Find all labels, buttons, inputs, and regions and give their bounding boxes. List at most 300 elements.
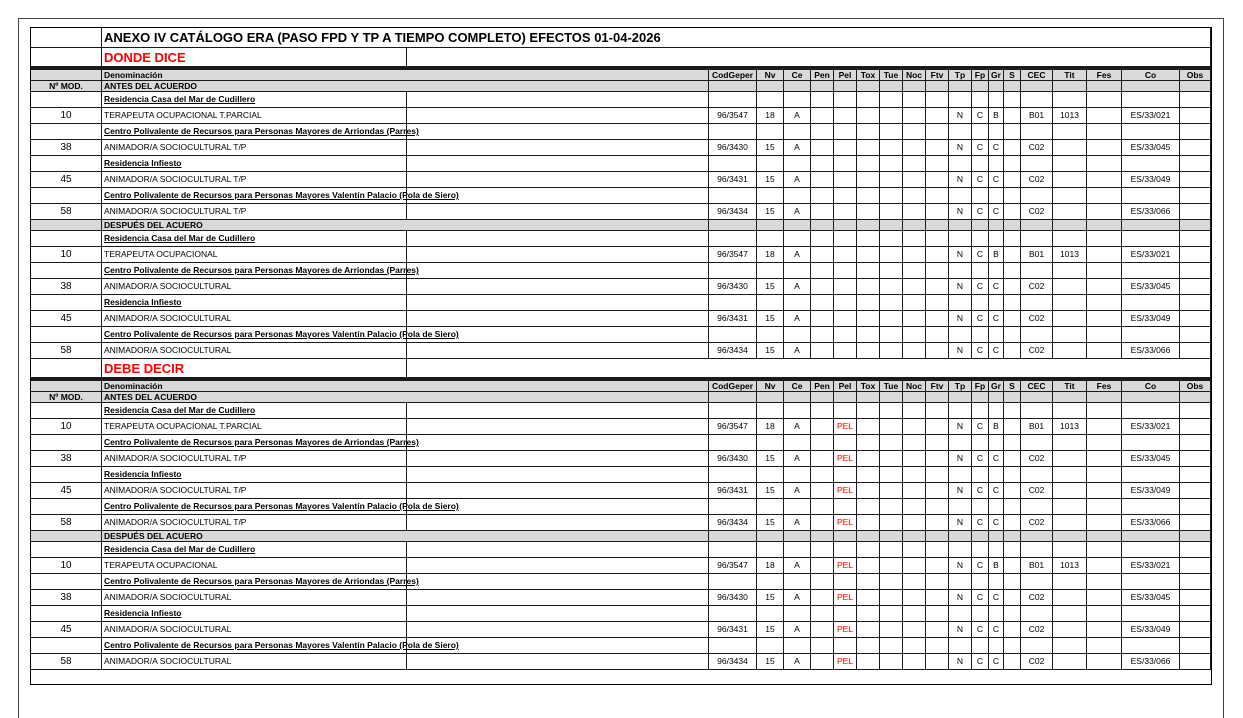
col-obs-cell: Obs bbox=[1180, 70, 1211, 81]
spacer-cell bbox=[407, 622, 709, 638]
col-pen-cell bbox=[811, 92, 834, 108]
col-cec-cell bbox=[1021, 92, 1053, 108]
col-fp-cell bbox=[972, 220, 989, 231]
col-cod-cell: 96/3547 bbox=[709, 247, 757, 263]
col-fp-cell: C bbox=[972, 451, 989, 467]
entry-row bbox=[31, 558, 1211, 574]
col-fes-cell bbox=[1087, 247, 1122, 263]
col-obs-cell bbox=[1180, 231, 1211, 247]
col-pen-cell bbox=[811, 172, 834, 188]
col-pel-cell bbox=[834, 108, 857, 124]
col-ftv-cell bbox=[926, 622, 949, 638]
spacer-cell bbox=[407, 343, 709, 359]
col-tp-cell bbox=[949, 327, 972, 343]
col-noc-cell bbox=[903, 590, 926, 606]
col-pen-cell bbox=[811, 419, 834, 435]
col-cod-cell bbox=[709, 392, 757, 403]
col-obs-cell bbox=[1180, 499, 1211, 515]
col-cec-cell: CEC bbox=[1021, 381, 1053, 392]
col-fes-cell bbox=[1087, 606, 1122, 622]
col-tp-cell bbox=[949, 638, 972, 654]
col-fes-cell bbox=[1087, 638, 1122, 654]
col-ce-cell bbox=[784, 263, 811, 279]
col-pel-cell bbox=[834, 220, 857, 231]
col-tit-cell bbox=[1053, 622, 1087, 638]
col-gr-cell bbox=[989, 327, 1004, 343]
col-pen-cell: Pen bbox=[811, 70, 834, 81]
col-obs-cell bbox=[1180, 515, 1211, 531]
col-cod-cell: 96/3431 bbox=[709, 483, 757, 499]
col-ftv-cell bbox=[926, 204, 949, 220]
col-pen-cell: Pen bbox=[811, 381, 834, 392]
col-tit-cell: 1013 bbox=[1053, 247, 1087, 263]
col-ftv-cell bbox=[926, 558, 949, 574]
col-pen-cell bbox=[811, 343, 834, 359]
col-tp-cell bbox=[949, 392, 972, 403]
col-co-cell bbox=[1122, 263, 1180, 279]
col-co-cell bbox=[1122, 435, 1180, 451]
col-s-cell bbox=[1004, 343, 1021, 359]
denominacion-header: Denominación bbox=[102, 381, 709, 392]
col-obs-cell bbox=[1180, 638, 1211, 654]
col-fes-cell bbox=[1087, 295, 1122, 311]
col-tit-cell: 1013 bbox=[1053, 558, 1087, 574]
spacer-cell bbox=[407, 499, 709, 515]
mod-number-cell bbox=[31, 124, 102, 140]
col-nv-cell bbox=[757, 295, 784, 311]
col-ftv-cell bbox=[926, 606, 949, 622]
center-row bbox=[31, 188, 1211, 204]
center-row bbox=[31, 156, 1211, 172]
col-pel-cell bbox=[834, 542, 857, 558]
position-name: ANIMADOR/A SOCIOCULTURAL T/P bbox=[102, 515, 407, 531]
col-cec-cell: C02 bbox=[1021, 590, 1053, 606]
position-name: ANIMADOR/A SOCIOCULTURAL bbox=[102, 343, 407, 359]
spacer-cell bbox=[407, 542, 709, 558]
entry-row bbox=[31, 622, 1211, 638]
col-fp-cell: Fp bbox=[972, 70, 989, 81]
col-ce-cell bbox=[784, 188, 811, 204]
mod-number-cell: 38 bbox=[31, 590, 102, 606]
col-tp-cell: N bbox=[949, 108, 972, 124]
col-tue-cell bbox=[880, 558, 903, 574]
document-title: ANEXO IV CATÁLOGO ERA (PASO FPD Y TP A TIEMPO COMPLETO) EFECTOS 01-04-2026 bbox=[102, 28, 1211, 48]
col-nv-cell bbox=[757, 467, 784, 483]
title-blank-cell bbox=[31, 28, 102, 48]
col-cod-cell bbox=[709, 467, 757, 483]
col-tue-cell bbox=[880, 311, 903, 327]
col-tue-cell bbox=[880, 419, 903, 435]
col-fp-cell: C bbox=[972, 204, 989, 220]
col-cod-cell: 96/3430 bbox=[709, 279, 757, 295]
col-cec-cell: C02 bbox=[1021, 279, 1053, 295]
col-s-cell bbox=[1004, 392, 1021, 403]
col-s-cell bbox=[1004, 279, 1021, 295]
mod-number-cell: 45 bbox=[31, 622, 102, 638]
center-name: Centro Polivalente de Recursos para Personas Mayores Valentín Palacio (Pola de Siero) bbox=[102, 188, 407, 204]
center-row bbox=[31, 231, 1211, 247]
col-tit-cell bbox=[1053, 531, 1087, 542]
col-ftv-cell bbox=[926, 108, 949, 124]
col-cod-cell bbox=[709, 435, 757, 451]
col-tit-cell: Tit bbox=[1053, 70, 1087, 81]
col-pen-cell bbox=[811, 140, 834, 156]
col-tox-cell bbox=[857, 124, 880, 140]
col-co-cell: ES/33/049 bbox=[1122, 483, 1180, 499]
mod-number-cell: 45 bbox=[31, 311, 102, 327]
col-s-cell bbox=[1004, 188, 1021, 204]
spacer-cell bbox=[407, 140, 709, 156]
col-cec-cell: C02 bbox=[1021, 311, 1053, 327]
col-nv-cell bbox=[757, 435, 784, 451]
col-fp-cell bbox=[972, 531, 989, 542]
col-ce-cell: Ce bbox=[784, 70, 811, 81]
col-tp-cell: N bbox=[949, 419, 972, 435]
col-tp-cell bbox=[949, 295, 972, 311]
spacer-cell bbox=[407, 204, 709, 220]
col-cec-cell bbox=[1021, 220, 1053, 231]
entry-row bbox=[31, 483, 1211, 499]
col-cec-cell: C02 bbox=[1021, 451, 1053, 467]
col-pen-cell bbox=[811, 392, 834, 403]
col-tox-cell bbox=[857, 622, 880, 638]
mod-number-cell bbox=[31, 606, 102, 622]
col-fp-cell bbox=[972, 606, 989, 622]
col-co-cell bbox=[1122, 574, 1180, 590]
col-nv-cell bbox=[757, 156, 784, 172]
col-fp-cell: C bbox=[972, 343, 989, 359]
col-nv-cell: 15 bbox=[757, 172, 784, 188]
col-s-cell bbox=[1004, 654, 1021, 670]
col-cod-cell: 96/3547 bbox=[709, 108, 757, 124]
col-fes-cell bbox=[1087, 327, 1122, 343]
col-fes-cell bbox=[1087, 531, 1122, 542]
spacer-cell bbox=[407, 515, 709, 531]
col-pen-cell bbox=[811, 263, 834, 279]
col-ftv-cell bbox=[926, 263, 949, 279]
center-row bbox=[31, 574, 1211, 590]
spacer-cell bbox=[407, 124, 709, 140]
col-gr-cell bbox=[989, 392, 1004, 403]
col-ftv-cell bbox=[926, 515, 949, 531]
col-tue-cell bbox=[880, 263, 903, 279]
col-tue-cell bbox=[880, 81, 903, 92]
col-cec-cell bbox=[1021, 574, 1053, 590]
col-ce-cell: A bbox=[784, 108, 811, 124]
col-obs-cell bbox=[1180, 467, 1211, 483]
position-name: TERAPEUTA OCUPACIONAL bbox=[102, 247, 407, 263]
col-s-cell: S bbox=[1004, 381, 1021, 392]
col-noc-cell bbox=[903, 81, 926, 92]
col-fes-cell bbox=[1087, 403, 1122, 419]
col-tox-cell bbox=[857, 263, 880, 279]
col-pel-cell bbox=[834, 204, 857, 220]
col-gr-cell: C bbox=[989, 343, 1004, 359]
col-s-cell bbox=[1004, 81, 1021, 92]
mod-number-cell bbox=[31, 188, 102, 204]
col-co-cell bbox=[1122, 403, 1180, 419]
col-fes-cell bbox=[1087, 172, 1122, 188]
col-tue-cell: Tue bbox=[880, 381, 903, 392]
entry-row bbox=[31, 654, 1211, 670]
col-pen-cell bbox=[811, 467, 834, 483]
col-cec-cell: C02 bbox=[1021, 622, 1053, 638]
col-tp-cell: N bbox=[949, 343, 972, 359]
col-noc-cell bbox=[903, 558, 926, 574]
col-tox-cell bbox=[857, 327, 880, 343]
col-noc-cell bbox=[903, 654, 926, 670]
col-cec-cell bbox=[1021, 295, 1053, 311]
position-name: ANIMADOR/A SOCIOCULTURAL T/P bbox=[102, 451, 407, 467]
col-fes-cell bbox=[1087, 467, 1122, 483]
col-fp-cell bbox=[972, 81, 989, 92]
col-tox-cell bbox=[857, 108, 880, 124]
col-obs-cell bbox=[1180, 654, 1211, 670]
col-obs-cell bbox=[1180, 81, 1211, 92]
col-tox-cell bbox=[857, 467, 880, 483]
col-ftv-cell bbox=[926, 247, 949, 263]
col-s-cell bbox=[1004, 403, 1021, 419]
col-obs-cell bbox=[1180, 108, 1211, 124]
center-name: Residencia Casa del Mar de Cudillero bbox=[102, 403, 407, 419]
col-tue-cell bbox=[880, 140, 903, 156]
col-tp-cell bbox=[949, 231, 972, 247]
col-fp-cell: C bbox=[972, 419, 989, 435]
column-header-row bbox=[31, 70, 1211, 81]
col-tp-cell bbox=[949, 188, 972, 204]
col-noc-cell bbox=[903, 622, 926, 638]
col-pen-cell bbox=[811, 311, 834, 327]
col-noc-cell bbox=[903, 247, 926, 263]
position-name: ANIMADOR/A SOCIOCULTURAL bbox=[102, 590, 407, 606]
col-pel-cell bbox=[834, 311, 857, 327]
col-ce-cell: A bbox=[784, 419, 811, 435]
col-gr-cell bbox=[989, 435, 1004, 451]
col-tp-cell bbox=[949, 81, 972, 92]
col-obs-cell bbox=[1180, 558, 1211, 574]
col-tue-cell bbox=[880, 403, 903, 419]
center-name: Centro Polivalente de Recursos para Personas Mayores Valentín Palacio (Pola de Siero) bbox=[102, 499, 407, 515]
col-fp-cell: C bbox=[972, 558, 989, 574]
col-tp-cell bbox=[949, 606, 972, 622]
col-ce-cell: A bbox=[784, 515, 811, 531]
col-co-cell bbox=[1122, 542, 1180, 558]
col-fp-cell: C bbox=[972, 654, 989, 670]
center-row bbox=[31, 124, 1211, 140]
col-tit-cell bbox=[1053, 172, 1087, 188]
col-cec-cell: C02 bbox=[1021, 204, 1053, 220]
mod-number-cell: Nº MOD. bbox=[31, 81, 102, 92]
col-co-cell: Co bbox=[1122, 381, 1180, 392]
col-ftv-cell bbox=[926, 574, 949, 590]
col-tp-cell: N bbox=[949, 311, 972, 327]
col-cod-cell bbox=[709, 574, 757, 590]
col-tue-cell bbox=[880, 392, 903, 403]
col-co-cell: ES/33/066 bbox=[1122, 515, 1180, 531]
position-name: ANIMADOR/A SOCIOCULTURAL bbox=[102, 311, 407, 327]
col-pel-cell bbox=[834, 124, 857, 140]
section-label: DONDE DICE bbox=[102, 48, 407, 67]
col-gr-cell: C bbox=[989, 279, 1004, 295]
col-cec-cell: C02 bbox=[1021, 515, 1053, 531]
spacer-cell bbox=[407, 327, 709, 343]
col-cod-cell: 96/3547 bbox=[709, 558, 757, 574]
col-tue-cell bbox=[880, 574, 903, 590]
col-obs-cell bbox=[1180, 590, 1211, 606]
col-tue-cell bbox=[880, 172, 903, 188]
col-noc-cell bbox=[903, 172, 926, 188]
col-tue-cell bbox=[880, 515, 903, 531]
spacer-cell bbox=[407, 574, 709, 590]
mod-number-cell bbox=[31, 381, 102, 392]
col-gr-cell: Gr bbox=[989, 70, 1004, 81]
mod-number-cell bbox=[31, 70, 102, 81]
col-tp-cell: N bbox=[949, 654, 972, 670]
col-pen-cell bbox=[811, 295, 834, 311]
col-tit-cell bbox=[1053, 81, 1087, 92]
col-ce-cell: A bbox=[784, 343, 811, 359]
position-name: TERAPEUTA OCUPACIONAL T.PARCIAL bbox=[102, 419, 407, 435]
col-fp-cell: C bbox=[972, 279, 989, 295]
col-tox-cell bbox=[857, 542, 880, 558]
col-pel-cell bbox=[834, 638, 857, 654]
col-tp-cell: N bbox=[949, 558, 972, 574]
col-nv-cell: Nv bbox=[757, 70, 784, 81]
col-ce-cell bbox=[784, 92, 811, 108]
col-fes-cell bbox=[1087, 231, 1122, 247]
col-nv-cell: 15 bbox=[757, 279, 784, 295]
col-pen-cell bbox=[811, 327, 834, 343]
col-s-cell bbox=[1004, 435, 1021, 451]
position-name: TERAPEUTA OCUPACIONAL T.PARCIAL bbox=[102, 108, 407, 124]
col-fes-cell bbox=[1087, 343, 1122, 359]
col-ce-cell: A bbox=[784, 311, 811, 327]
col-fp-cell bbox=[972, 188, 989, 204]
col-tox-cell: Tox bbox=[857, 70, 880, 81]
col-cod-cell bbox=[709, 327, 757, 343]
center-row bbox=[31, 92, 1211, 108]
group-label-row bbox=[31, 392, 1211, 403]
col-gr-cell bbox=[989, 156, 1004, 172]
col-fp-cell bbox=[972, 327, 989, 343]
col-tox-cell bbox=[857, 654, 880, 670]
col-cod-cell: 96/3430 bbox=[709, 590, 757, 606]
col-tue-cell bbox=[880, 295, 903, 311]
col-noc-cell bbox=[903, 574, 926, 590]
col-tue-cell bbox=[880, 499, 903, 515]
col-gr-cell: C bbox=[989, 590, 1004, 606]
col-noc-cell bbox=[903, 279, 926, 295]
entry-row bbox=[31, 590, 1211, 606]
col-tp-cell bbox=[949, 220, 972, 231]
col-noc-cell bbox=[903, 263, 926, 279]
col-pen-cell bbox=[811, 622, 834, 638]
col-gr-cell bbox=[989, 467, 1004, 483]
col-cec-cell: B01 bbox=[1021, 558, 1053, 574]
col-co-cell bbox=[1122, 531, 1180, 542]
col-tit-cell: 1013 bbox=[1053, 419, 1087, 435]
col-tit-cell: Tit bbox=[1053, 381, 1087, 392]
mod-number-cell bbox=[31, 531, 102, 542]
col-cod-cell: 96/3431 bbox=[709, 622, 757, 638]
col-nv-cell: 15 bbox=[757, 311, 784, 327]
col-ce-cell bbox=[784, 638, 811, 654]
col-obs-cell bbox=[1180, 92, 1211, 108]
col-pen-cell bbox=[811, 574, 834, 590]
col-tox-cell bbox=[857, 172, 880, 188]
col-noc-cell bbox=[903, 231, 926, 247]
col-obs-cell bbox=[1180, 188, 1211, 204]
mod-number-cell bbox=[31, 403, 102, 419]
col-cec-cell bbox=[1021, 392, 1053, 403]
spacer-cell bbox=[407, 231, 709, 247]
entry-row bbox=[31, 451, 1211, 467]
col-cec-cell bbox=[1021, 188, 1053, 204]
col-obs-cell bbox=[1180, 606, 1211, 622]
col-co-cell: ES/33/021 bbox=[1122, 108, 1180, 124]
col-pel-cell bbox=[834, 156, 857, 172]
col-co-cell: ES/33/021 bbox=[1122, 558, 1180, 574]
col-s-cell bbox=[1004, 295, 1021, 311]
col-noc-cell bbox=[903, 419, 926, 435]
col-tit-cell bbox=[1053, 515, 1087, 531]
col-cod-cell: CodGeper bbox=[709, 381, 757, 392]
col-tp-cell: N bbox=[949, 204, 972, 220]
col-pel-cell bbox=[834, 231, 857, 247]
col-cod-cell bbox=[709, 92, 757, 108]
col-cec-cell: C02 bbox=[1021, 172, 1053, 188]
col-cod-cell bbox=[709, 124, 757, 140]
col-fes-cell bbox=[1087, 499, 1122, 515]
center-name: Residencia Infiesto bbox=[102, 156, 407, 172]
col-s-cell bbox=[1004, 108, 1021, 124]
col-co-cell bbox=[1122, 156, 1180, 172]
col-pel-cell: PEL bbox=[834, 515, 857, 531]
col-pen-cell bbox=[811, 124, 834, 140]
spacer-cell bbox=[407, 483, 709, 499]
col-pel-cell: PEL bbox=[834, 622, 857, 638]
col-tp-cell bbox=[949, 499, 972, 515]
col-tue-cell bbox=[880, 92, 903, 108]
col-gr-cell: B bbox=[989, 419, 1004, 435]
col-obs-cell bbox=[1180, 483, 1211, 499]
col-gr-cell: B bbox=[989, 108, 1004, 124]
col-fp-cell bbox=[972, 499, 989, 515]
mod-number-cell bbox=[31, 467, 102, 483]
col-tp-cell: N bbox=[949, 483, 972, 499]
col-cod-cell bbox=[709, 231, 757, 247]
mod-number-cell: 38 bbox=[31, 451, 102, 467]
col-s-cell bbox=[1004, 419, 1021, 435]
col-tue-cell bbox=[880, 590, 903, 606]
section-blank-cell bbox=[407, 48, 1211, 67]
center-name: Residencia Casa del Mar de Cudillero bbox=[102, 231, 407, 247]
col-fes-cell bbox=[1087, 311, 1122, 327]
col-gr-cell: C bbox=[989, 204, 1004, 220]
col-tue-cell bbox=[880, 124, 903, 140]
col-ce-cell: Ce bbox=[784, 381, 811, 392]
col-tox-cell bbox=[857, 247, 880, 263]
col-cod-cell bbox=[709, 81, 757, 92]
col-cec-cell: B01 bbox=[1021, 419, 1053, 435]
col-gr-cell: C bbox=[989, 483, 1004, 499]
col-pen-cell bbox=[811, 156, 834, 172]
center-name: Centro Polivalente de Recursos para Personas Mayores Valentín Palacio (Pola de Siero) bbox=[102, 327, 407, 343]
col-noc-cell bbox=[903, 220, 926, 231]
mod-number-cell bbox=[31, 574, 102, 590]
col-cod-cell bbox=[709, 403, 757, 419]
col-obs-cell bbox=[1180, 419, 1211, 435]
